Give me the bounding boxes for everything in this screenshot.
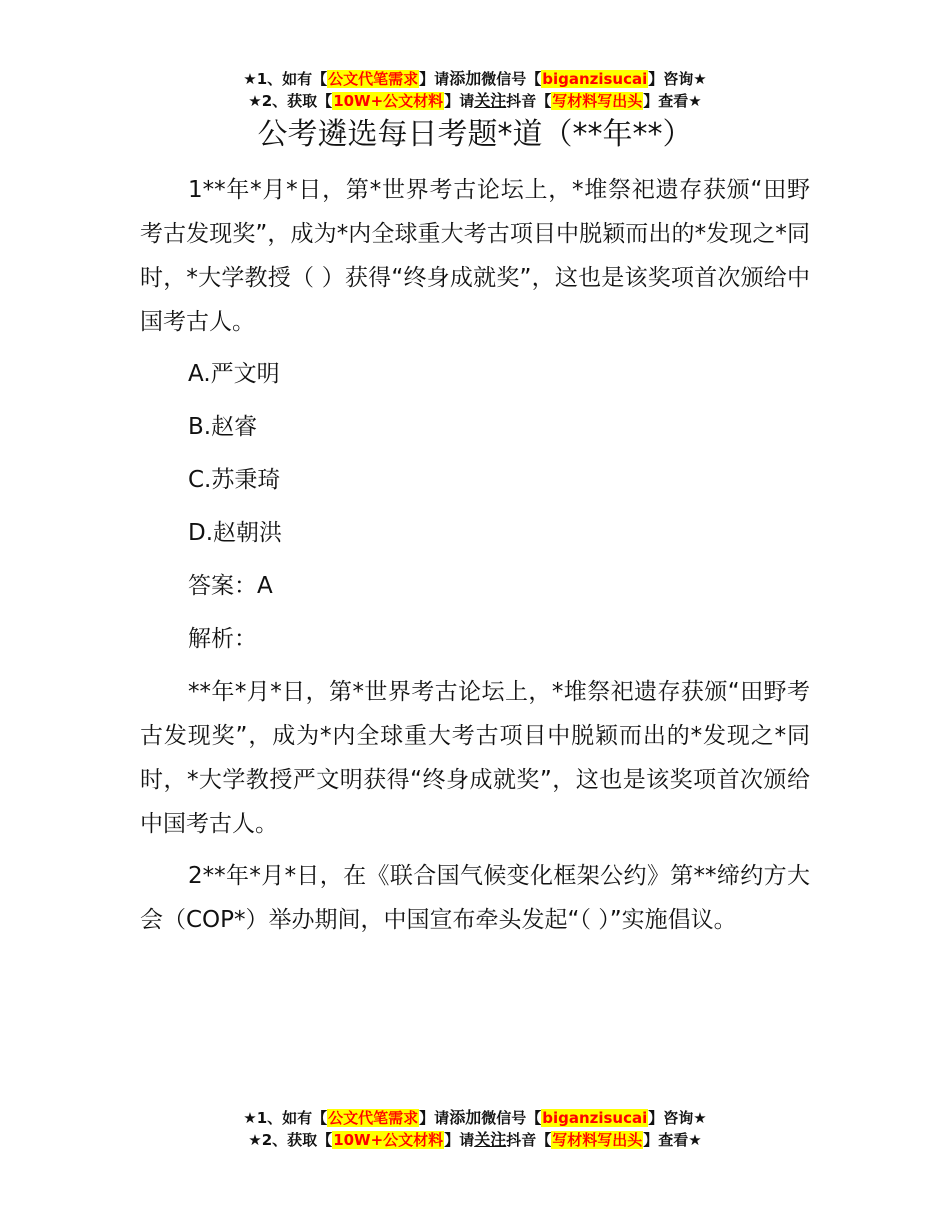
wechat-id-highlight: biganzisucai <box>542 70 648 88</box>
footer-banner <box>0 1107 950 1151</box>
service-highlight: 公文代笔需求 <box>328 1109 419 1127</box>
analysis-text: **年*月*日，第*世界考古论坛上，*堆祭祀遗存获颁“田野考古发现奖”，成为*内全球重大考古项目中脱颖而出的*发现之*同时，*大学教授严文明获得“终身成就奖”，这也是该奖项首次颁给中国考古人。 <box>140 679 810 837</box>
douyin-highlight: 写材料写出头 <box>552 92 643 110</box>
banner-line-1: ★1、如有【公文代笔需求】请添加微信号【biganzisucai】咨询★ <box>243 69 707 88</box>
question-1-stem: 1**年*月*日，第*世界考古论坛上，*堆祭祀遗存获颁“田野考古发现奖”，成为*内全球重大考古项目中脱颖而出的*发现之*同时，*大学教授（ ）获得“终身成就奖”，这也是该奖项首次颁给中国考古人。 <box>140 177 810 335</box>
materials-highlight: 10W+公文材料 <box>333 1131 444 1149</box>
document-body <box>140 168 810 950</box>
banner-line-2: ★2、获取【10W+公文材料】请关注抖音【写材料写出头】查看★ <box>248 91 702 110</box>
question-2-stem: 2**年*月*日，在《联合国气候变化框架公约》第**缔约方大会（COP*）举办期间，中国宣布牵头发起“（ ）”实施倡议。 <box>140 863 810 933</box>
banner-line-2: ★2、获取【10W+公文材料】请关注抖音【写材料写出头】查看★ <box>248 1130 702 1149</box>
option-c: C.苏秉琦 <box>188 467 281 493</box>
header-banner <box>0 68 950 112</box>
banner-line-1: ★1、如有【公文代笔需求】请添加微信号【biganzisucai】咨询★ <box>243 1108 707 1127</box>
page-title: 公考遴选每日考题*道（**年**） <box>257 117 693 152</box>
analysis-label: 解析： <box>188 626 257 652</box>
wechat-id-highlight: biganzisucai <box>542 1109 648 1127</box>
service-highlight: 公文代笔需求 <box>328 70 419 88</box>
option-b: B.赵睿 <box>188 414 258 440</box>
materials-highlight: 10W+公文材料 <box>333 92 444 110</box>
option-a: A.严文明 <box>188 361 280 387</box>
answer: 答案：A <box>188 573 273 599</box>
douyin-highlight: 写材料写出头 <box>552 1131 643 1149</box>
option-d: D.赵朝洪 <box>188 520 283 546</box>
